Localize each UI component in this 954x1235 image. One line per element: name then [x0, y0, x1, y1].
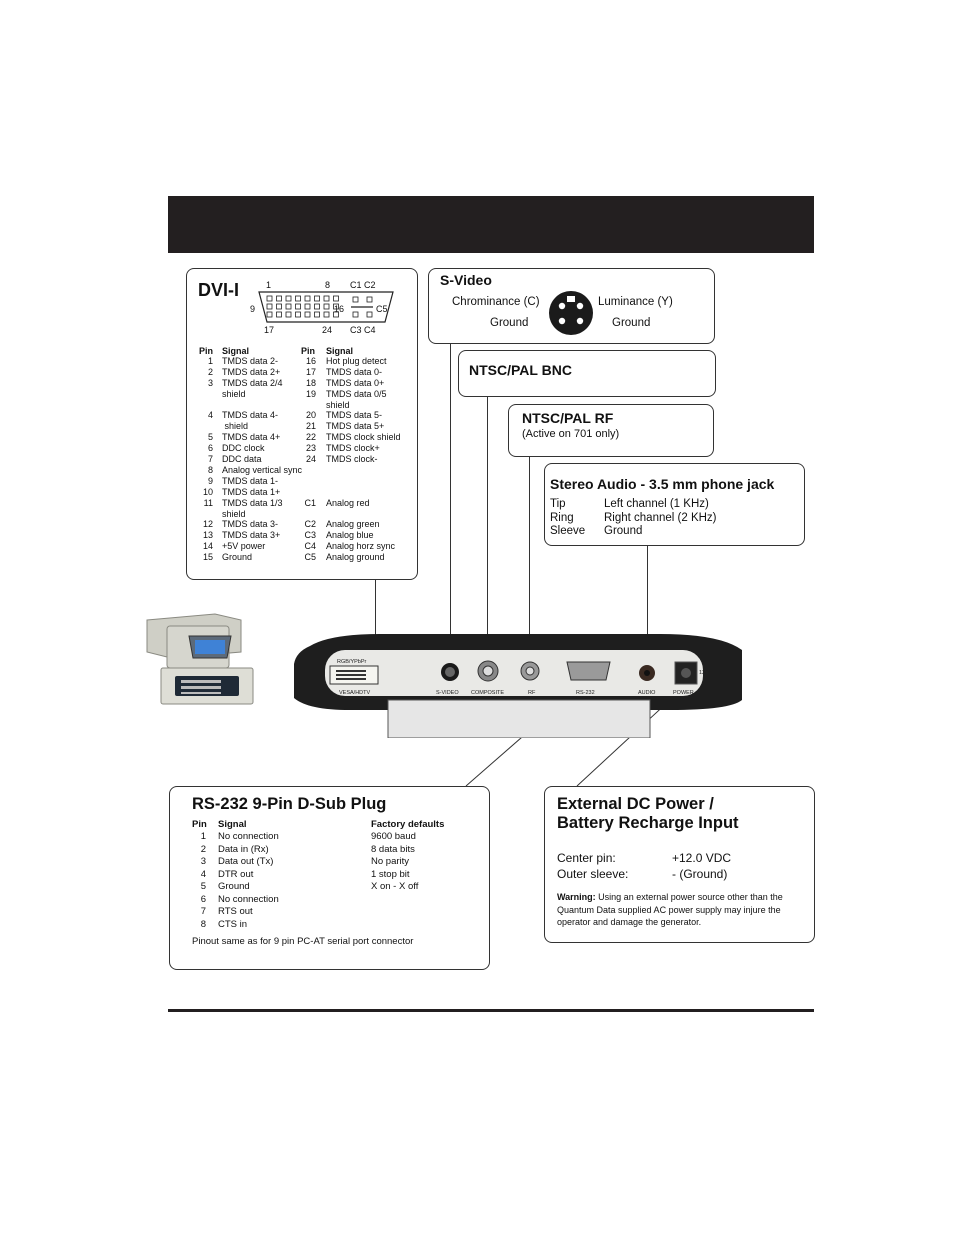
dvi-pin-8: 8 — [325, 280, 331, 290]
label-audio: AUDIO — [638, 690, 656, 696]
dvi-right-pin-12: C3 — [304, 530, 316, 540]
dvi-pin-17: 17 — [264, 325, 275, 335]
dvi-right-pin-11: C2 — [304, 519, 316, 529]
dvi-col-pin-left: Pin — [199, 346, 214, 356]
rs232-pin-2: 3 — [200, 856, 206, 867]
rs232-default-1: 8 data bits — [371, 843, 415, 855]
bnc-panel — [458, 350, 716, 397]
dvi-right-signal-13: Analog horz sync — [326, 541, 396, 551]
dvi-right-pin-8: 23 — [305, 443, 316, 453]
rs232-signal-7: CTS in — [218, 918, 248, 930]
dvi-left-signal-13: shield — [222, 509, 246, 519]
dvi-left-signal-17: Ground — [222, 552, 253, 562]
dvi-left-pin-1: 2 — [207, 367, 213, 377]
dvi-pin-16: 16 — [334, 304, 345, 314]
dvi-left-pin-8: 7 — [207, 454, 213, 464]
dvi-left-pin-11: 10 — [202, 487, 213, 497]
dvi-pin-9: 9 — [250, 304, 256, 314]
rs232-pin-3: 4 — [200, 868, 206, 880]
rs232-pin-7: 8 — [200, 918, 206, 930]
audio-row-value-2: Ground — [604, 525, 643, 537]
rs232-pin-1: 2 — [200, 843, 206, 855]
bnc-title: NTSC/PAL BNC — [469, 362, 572, 378]
rs232-signal-5: No connection — [218, 893, 279, 905]
dvi-right-pin-13: C4 — [304, 541, 316, 551]
dvi-left-pin-0: 1 — [207, 356, 213, 366]
rf-panel — [508, 404, 714, 457]
dcpower-center-value: +12.0 VDC — [672, 851, 732, 865]
dvi-left-signal-6: TMDS data 4+ — [222, 432, 281, 442]
dvi-panel — [186, 268, 418, 580]
dvi-right-signal-6: TMDS data 5+ — [326, 421, 385, 431]
dvi-left-signal-12: TMDS data 1/3 — [222, 498, 283, 508]
rs232-default-4: X on - X off — [371, 881, 419, 892]
dvi-right-pin-5: 20 — [305, 410, 316, 420]
audio-row-name-0: Tip — [550, 498, 566, 510]
dcpower-panel — [544, 786, 815, 943]
dvi-right-pin-9: 24 — [305, 454, 316, 464]
svideo-panel — [428, 268, 715, 344]
dvi-right-signal-2: TMDS data 0+ — [326, 378, 385, 388]
dvi-left-pin-17: 15 — [202, 552, 213, 562]
dvi-right-signal-11: Analog green — [326, 519, 380, 529]
svideo-chroma-label: Chrominance (C) — [452, 296, 540, 308]
dvi-right-signal-0: Hot plug detect — [326, 356, 387, 366]
rs232-col-defaults: Factory defaults — [371, 819, 445, 830]
dvi-right-signal-14: Analog ground — [326, 552, 385, 562]
rs232-title: RS-232 9-Pin D-Sub Plug — [192, 795, 387, 813]
dvi-vga-adapter-image — [145, 612, 257, 707]
dvi-right-signal-4: shield — [326, 400, 350, 410]
label-power: POWER — [673, 690, 694, 696]
dvi-right-signal-7: TMDS clock shield — [326, 432, 401, 442]
dvi-col-pin-right: Pin — [301, 346, 316, 356]
rs232-signal-6: RTS out — [218, 906, 253, 917]
dvi-right-signal-12: Analog blue — [326, 530, 374, 540]
dvi-left-signal-4: TMDS data 4- — [222, 410, 279, 420]
dcpower-warning-text: Using an external power source other than the Quantum Data supplied AC power supply may injure the operator and damage the generator. — [557, 892, 783, 927]
dvi-left-pin-15: 13 — [202, 530, 213, 540]
dvi-left-signal-8: DDC data — [222, 454, 262, 464]
dvi-right-pin-3: 19 — [305, 389, 316, 399]
dvi-right-pin-6: 21 — [305, 421, 316, 431]
dvi-left-signal-7: DDC clock — [222, 443, 265, 453]
dvi-left-signal-0: TMDS data 2- — [222, 356, 279, 366]
label-svideo: S-VIDEO — [436, 690, 459, 696]
label-rs232: RS-232 — [576, 690, 595, 696]
dvi-right-signal-3: TMDS data 0/5 — [326, 389, 387, 399]
dvi-pin-c5: C5 — [376, 304, 388, 314]
dcpower-outer-label: Outer sleeve: — [557, 867, 629, 881]
rs232-signal-3: DTR out — [218, 868, 254, 880]
generator-back-panel — [290, 628, 745, 738]
dvi-left-pin-14: 12 — [202, 519, 213, 529]
rs232-default-2: No parity — [371, 856, 410, 867]
dcpower-title-line1: External DC Power / — [557, 795, 714, 813]
label-composite: COMPOSITE — [471, 690, 505, 696]
dvi-pin-c3c4: C3 C4 — [350, 325, 376, 335]
dvi-right-signal-8: TMDS clock+ — [326, 443, 380, 453]
dvi-left-signal-14: TMDS data 3- — [222, 519, 279, 529]
dvi-left-signal-5: shield — [222, 421, 249, 431]
dvi-right-signal-5: TMDS data 5- — [326, 410, 383, 420]
dvi-left-pin-10: 9 — [207, 476, 213, 486]
rf-note: (Active on 701 only) — [522, 428, 620, 440]
dvi-pin-c1c2: C1 C2 — [350, 280, 376, 290]
dvi-left-signal-11: TMDS data 1+ — [222, 487, 281, 497]
svideo-luma-label: Luminance (Y) — [598, 296, 673, 308]
audio-title: Stereo Audio - 3.5 mm phone jack — [550, 476, 775, 492]
audio-row-name-1: Ring — [550, 511, 574, 524]
label-rgb: RGB/YPbPr — [337, 659, 367, 665]
rs232-signal-0: No connection — [218, 831, 279, 842]
rs232-footer: Pinout same as for 9 pin PC-AT serial port connector — [192, 936, 414, 947]
dvi-right-pin-14: C5 — [304, 552, 316, 562]
rs232-col-pin: Pin — [192, 819, 207, 830]
dvi-left-pin-2: 3 — [207, 378, 213, 388]
audio-row-name-2: Sleeve — [550, 525, 586, 537]
dcpower-title-line2: Battery Recharge Input — [557, 814, 739, 832]
audio-row-value-1: Right channel (2 KHz) — [604, 511, 717, 524]
dvi-right-pin-2: 18 — [305, 378, 316, 388]
rs232-signal-4: Ground — [218, 881, 250, 892]
label-12v: 12V — [699, 670, 709, 676]
dvi-left-signal-10: TMDS data 1- — [222, 476, 279, 486]
dvi-right-pin-1: 17 — [305, 367, 316, 377]
svideo-title: S-Video — [440, 272, 492, 288]
rs232-pin-5: 6 — [200, 893, 206, 905]
dvi-connector-icon — [257, 289, 395, 325]
dvi-right-signal-9: TMDS clock- — [326, 454, 378, 464]
dcpower-center-label: Center pin: — [557, 851, 616, 865]
dvi-title: DVI-I — [198, 280, 240, 300]
dvi-right-pin-7: 22 — [305, 432, 316, 442]
dvi-col-signal-right: Signal — [326, 346, 354, 356]
rs232-panel — [169, 786, 490, 970]
rs232-pin-6: 7 — [200, 906, 206, 917]
dvi-right-pin-10: C1 — [304, 498, 316, 508]
dcpower-outer-value: - (Ground) — [672, 867, 728, 881]
dvi-left-pin-4: 4 — [207, 410, 213, 420]
label-vesa: VESA/HDTV — [339, 690, 371, 696]
audio-panel — [544, 463, 805, 546]
rs232-col-signal: Signal — [218, 819, 247, 830]
audio-row-value-0: Left channel (1 KHz) — [604, 498, 709, 510]
dvi-col-signal-left: Signal — [222, 346, 250, 356]
dcpower-warning — [557, 891, 805, 929]
dvi-pin-24: 24 — [322, 325, 333, 335]
rs232-pin-4: 5 — [200, 881, 206, 892]
rs232-default-3: 1 stop bit — [371, 868, 410, 880]
dvi-left-pin-9: 8 — [207, 465, 213, 475]
dvi-right-signal-10: Analog red — [326, 498, 370, 508]
dvi-pin-1: 1 — [266, 280, 272, 290]
dvi-left-pin-12: 11 — [203, 498, 213, 508]
svideo-connector-icon — [548, 290, 594, 336]
dcpower-warning-label: Warning: — [557, 892, 596, 902]
rf-title: NTSC/PAL RF — [522, 410, 614, 426]
rs232-signal-1: Data in (Rx) — [218, 843, 269, 855]
rs232-pin-0: 1 — [200, 831, 206, 842]
dvi-left-signal-9: Analog vertical sync — [222, 465, 303, 475]
dvi-right-pin-0: 16 — [305, 356, 316, 366]
label-rf: RF — [528, 690, 536, 696]
dvi-left-signal-1: TMDS data 2+ — [222, 367, 281, 377]
dvi-left-signal-16: +5V power — [222, 541, 266, 551]
dvi-left-signal-15: TMDS data 3+ — [222, 530, 281, 540]
svideo-ground-left: Ground — [490, 317, 529, 329]
dvi-left-signal-2: TMDS data 2/4 — [222, 378, 283, 388]
rs232-signal-2: Data out (Tx) — [218, 856, 274, 867]
svideo-ground-right: Ground — [612, 317, 651, 329]
dvi-left-pin-6: 5 — [207, 432, 213, 442]
dvi-left-signal-3: shield — [222, 389, 246, 399]
dvi-left-pin-16: 14 — [202, 541, 213, 551]
dvi-right-signal-1: TMDS data 0- — [326, 367, 383, 377]
rs232-default-0: 9600 baud — [371, 831, 416, 842]
dvi-left-pin-7: 6 — [207, 443, 213, 453]
